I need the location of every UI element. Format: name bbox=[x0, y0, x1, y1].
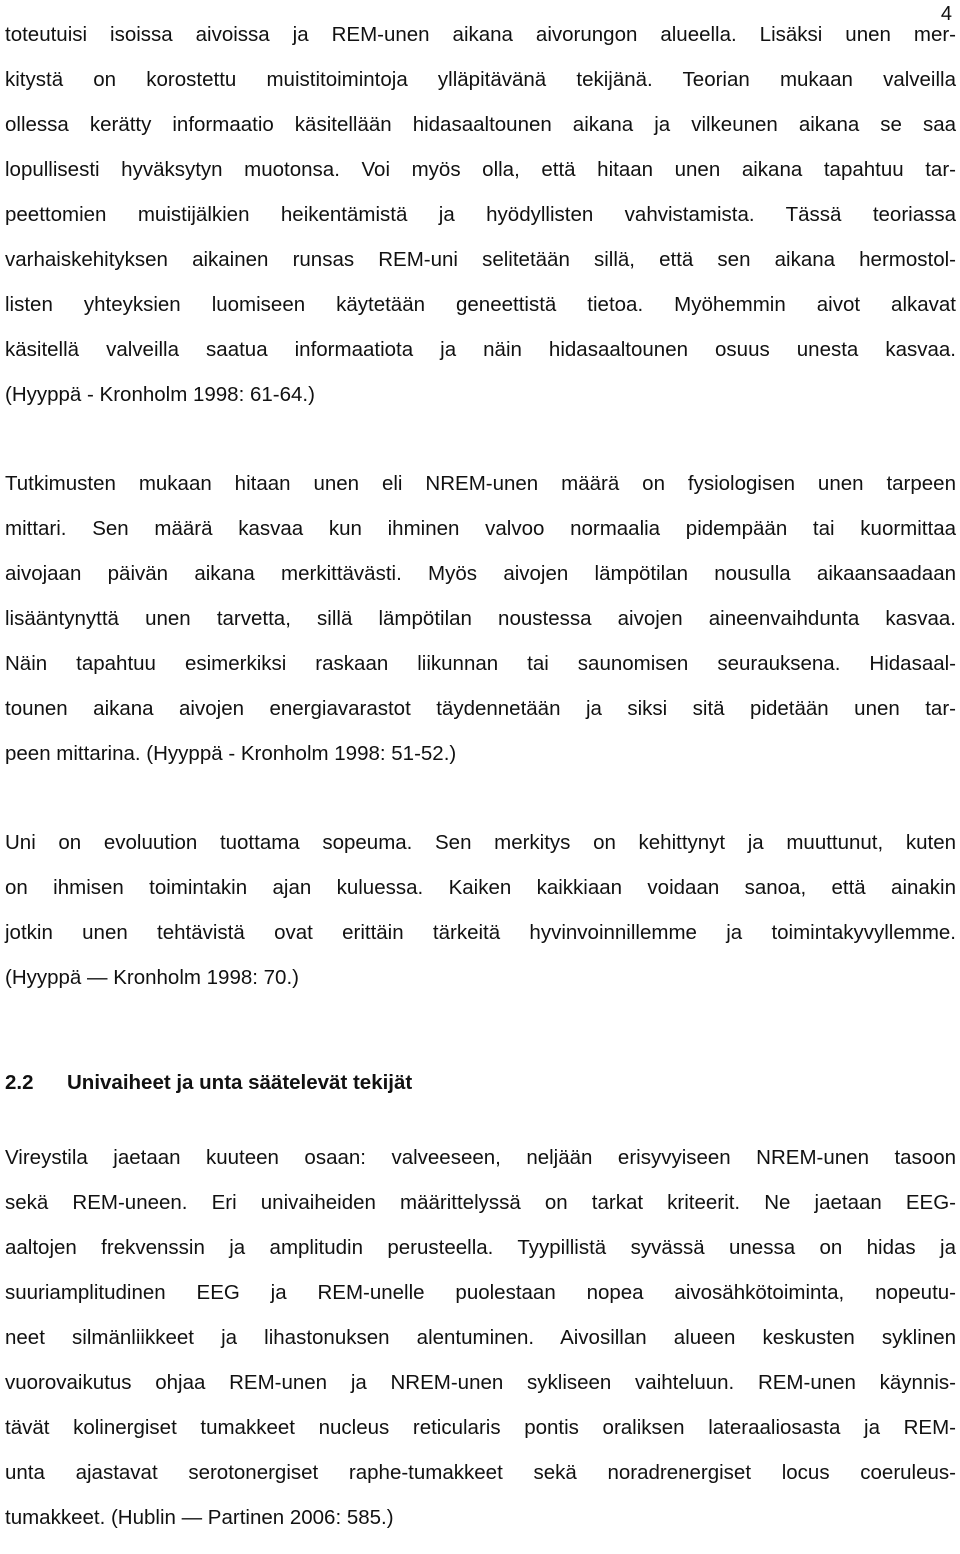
text-line: ollessa kerätty informaatio käsitellään hidasaaltounen aikana ja vilkeunen aikana se saa bbox=[5, 113, 956, 136]
paragraph-sleep-theory bbox=[5, 12, 956, 417]
paragraph-spacer bbox=[5, 417, 956, 461]
text-line: (Hyyppä — Kronholm 1998: 70.) bbox=[5, 966, 299, 989]
text-line: peen mittarina. (Hyyppä - Kronholm 1998: 51-52.) bbox=[5, 742, 457, 765]
text-line: varhaiskehityksen aikainen runsas REM-uni selitetään sillä, että sen aikana hermostol- bbox=[5, 248, 956, 271]
paragraph-sleep-stages bbox=[5, 1135, 956, 1540]
section-title: Univaiheet ja unta säätelevät tekijät bbox=[67, 1071, 413, 1094]
text-line: on ihmisen toimintakin ajan kuluessa. Kaiken kaikkiaan voidaan sanoa, että ainakin bbox=[5, 876, 956, 899]
text-line: lopullisesti hyväksytyn muotonsa. Voi myös olla, että hitaan unen aikana tapahtuu tar- bbox=[5, 158, 956, 181]
section-number: 2.2 bbox=[5, 1071, 34, 1094]
text-line: tumakkeet. (Hublin — Partinen 2006: 585.) bbox=[5, 1506, 394, 1529]
text-line: aaltojen frekvenssin ja amplitudin perusteella. Tyypillistä syvässä unessa on hidas ja bbox=[5, 1236, 956, 1259]
text-line: listen yhteyksien luomiseen käytetään geneettistä tietoa. Myöhemmin aivot alkavat bbox=[5, 293, 956, 316]
text-line: unta ajastavat serotonergiset raphe-tumakkeet sekä noradrenergiset locus coeruleus- bbox=[5, 1461, 956, 1484]
paragraph-nrem-need bbox=[5, 461, 956, 776]
section-spacer bbox=[5, 1000, 956, 1060]
text-line: vuorovaikutus ohjaa REM-unen ja NREM-unen sykliseen vaihteluun. REM-unen käynnis- bbox=[5, 1371, 956, 1394]
text-line: peettomien muistijälkien heikentämistä ja hyödyllisten vahvistamista. Tässä teoriassa bbox=[5, 203, 956, 226]
page-number: 4 bbox=[940, 3, 952, 25]
text-line: suuriamplitudinen EEG ja REM-unelle puolestaan nopea aivosähkötoiminta, nopeutu- bbox=[5, 1281, 956, 1304]
document-body bbox=[5, 12, 956, 1540]
heading-spacer bbox=[5, 1105, 956, 1135]
paragraph-spacer bbox=[5, 776, 956, 820]
text-line: (Hyyppä - Kronholm 1998: 61-64.) bbox=[5, 383, 315, 406]
text-line: aivojaan päivän aikana merkittävästi. Myös aivojen lämpötilan nousulla aikaansaadaan bbox=[5, 562, 956, 585]
text-line: neet silmänliikkeet ja lihastonuksen alentuminen. Aivosillan alueen keskusten syklinen bbox=[5, 1326, 956, 1349]
text-line: mittari. Sen määrä kasvaa kun ihminen valvoo normaalia pidempään tai kuormittaa bbox=[5, 517, 956, 540]
text-line: Vireystila jaetaan kuuteen osaan: valveeseen, neljään erisyvyiseen NREM-unen tasoon bbox=[5, 1146, 956, 1169]
text-line: lisääntynyttä unen tarvetta, sillä lämpötilan noustessa aivojen aineenvaihdunta kasvaa. bbox=[5, 607, 956, 630]
text-line: sekä REM-uneen. Eri univaiheiden määrittelyssä on tarkat kriteerit. Ne jaetaan EEG- bbox=[5, 1191, 956, 1214]
section-heading bbox=[5, 1060, 956, 1105]
text-line: Tutkimusten mukaan hitaan unen eli NREM-unen määrä on fysiologisen unen tarpeen bbox=[5, 472, 956, 495]
text-line: Uni on evoluution tuottama sopeuma. Sen merkitys on kehittynyt ja muuttunut, kuten bbox=[5, 831, 956, 854]
text-line: tounen aikana aivojen energiavarastot täydennetään ja siksi sitä pidetään unen tar- bbox=[5, 697, 956, 720]
text-line: jotkin unen tehtävistä ovat erittäin tärkeitä hyvinvoinnillemme ja toimintakyvyllemme. bbox=[5, 921, 956, 944]
text-line: toteutuisi isoissa aivoissa ja REM-unen aikana aivorungon alueella. Lisäksi unen mer- bbox=[5, 23, 956, 46]
text-line: tävät kolinergiset tumakkeet nucleus reticularis pontis oraliksen lateraaliosasta ja REM- bbox=[5, 1416, 956, 1439]
paragraph-evolution bbox=[5, 820, 956, 1000]
text-line: kitystä on korostettu muistitoimintoja ylläpitävänä tekijänä. Teorian mukaan valveilla bbox=[5, 68, 956, 91]
text-line: käsitellä valveilla saatua informaatiota ja näin hidasaaltounen osuus unesta kasvaa. bbox=[5, 338, 956, 361]
text-line: Näin tapahtuu esimerkiksi raskaan liikunnan tai saunomisen seurauksena. Hidasaal- bbox=[5, 652, 956, 675]
